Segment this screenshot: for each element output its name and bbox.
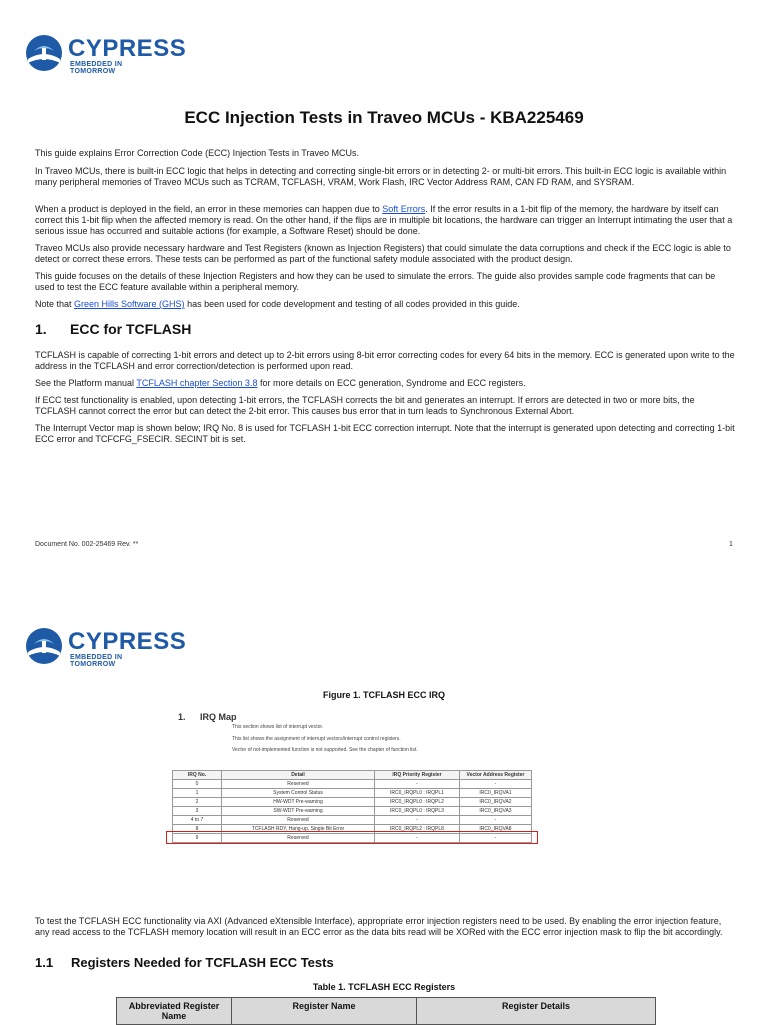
table-cell: - (375, 816, 460, 825)
table-cell: - (460, 780, 532, 789)
register-col-header: Register Name (232, 998, 417, 1025)
table-cell: System Control Status (222, 789, 375, 798)
document-title: ECC Injection Tests in Traveo MCUs - KBA225469 (184, 108, 584, 127)
logo-tagline: EMBEDDED IN TOMORROW (70, 61, 123, 75)
section-1-1-heading: 1.1 Registers Needed for TCFLASH ECC Tests (35, 955, 334, 970)
irq-map-description-1: This section shows list of interrupt vector. (232, 724, 324, 730)
tcflash-ecc-registers-table (116, 997, 656, 1025)
register-col-header: Abbreviated Register Name (117, 998, 232, 1025)
footer-document-number: Document No. 002-25469 Rev. ** (35, 541, 139, 548)
table-cell: Reserved (222, 816, 375, 825)
green-hills-link[interactable]: Green Hills Software (GHS) (74, 299, 185, 309)
table-cell: IRC0_IRQVA3 (460, 807, 532, 816)
table-cell: 1 (173, 789, 222, 798)
table-cell: TCFLASH RDY, Hang-up, Single Bit Error (222, 825, 375, 834)
intro-paragraph-2: In Traveo MCUs, there is built-in ECC logic that helps in detecting and correcting single-bit errors or in detecting 2- or multi-bit errors. This built-in ECC logic is available within many peripheral memories of Traveo MCUs such as TCRAM, TCFLASH, VRAM, Work Flash, IRC Vector Address RAM, CAN FD RAM, and SYSRAM. (35, 166, 727, 187)
figure-caption: Figure 1. TCFLASH ECC IRQ (322, 690, 445, 700)
table-cell: - (460, 834, 532, 843)
cypress-logo-page-2 (24, 626, 187, 668)
table-cell: 4 to 7 (173, 816, 222, 825)
irq-col-header: Vector Address Register (460, 771, 532, 780)
irq-col-header: IRQ Priority Register (375, 771, 460, 780)
section-1-heading: 1. ECC for TCFLASH (35, 321, 192, 337)
table-row (173, 780, 532, 789)
table-cell: Reserved (222, 834, 375, 843)
table-cell: IRC0_IRQPL2 : IRQPL8 (375, 825, 460, 834)
axi-paragraph: To test the TCFLASH ECC functionality via AXI (Advanced eXtensible Interface), appropriate error injection registers need to be used. By enabling the error injection feature, any read access to the TCFLASH memory location will result in an ECC error as the data bits read will be XORed with the ECC error injection mask to flip the bit accordingly. (35, 916, 723, 937)
logo-tagline: EMBEDDED IN TOMORROW (70, 654, 123, 668)
irq-map-description-3: Vector of not-implemented function is not supported. See the chapter of function list. (232, 747, 418, 753)
intro-paragraph-6: Note that Green Hills Software (GHS) has been used for code development and testing of all codes provided in this guide. (35, 299, 520, 309)
tcflash-paragraph-1: TCFLASH is capable of correcting 1-bit errors and detect up to 2-bit errors using 8-bit error correcting codes for every 64 bits in the memory. ECC is generated upon write to the address in the TCFLASH and error correction/detection is performed upon read. (35, 350, 735, 371)
table-row (173, 807, 532, 816)
table-cell: IRC0_IRQVA2 (460, 798, 532, 807)
cypress-logo (24, 33, 187, 75)
intro-paragraph-4: Traveo MCUs also provide necessary hardware and Test Registers (known as Injection Registers) that could simulate the data corruptions and check if the ECC logic is able to detect or correct these errors. These tests can be performed as part of the functional safety module associated with the product design. (35, 243, 731, 264)
cypress-tree-icon (24, 626, 64, 666)
intro-paragraph-1: This guide explains Error Correction Code (ECC) Injection Tests in Traveo MCUs. (35, 148, 359, 158)
intro-paragraph-5: This guide focuses on the details of these Injection Registers and how they can be used to simulate the errors. The guide also provides sample code fragments that can be used to test the ECC feature available within a peripheral memory. (35, 271, 716, 292)
table-row (173, 816, 532, 825)
table-cell: - (375, 780, 460, 789)
table-caption: Table 1. TCFLASH ECC Registers (312, 982, 456, 992)
table-cell: IRC0_IRQVA1 (460, 789, 532, 798)
cypress-tree-icon (24, 33, 64, 73)
logo-wordmark: CYPRESS (68, 628, 187, 655)
tcflash-paragraph-2: See the Platform manual TCFLASH chapter Section 3.8 for more details on ECC generation, Syndrome and ECC registers. (35, 378, 526, 388)
tcflash-paragraph-3: If ECC test functionality is enabled, upon detecting 1-bit errors, the TCFLASH corrects the bit and generates an interrupt. If errors are detected in two or more bits, the TCFLASH cannot correct the error but can detect the 2-bit error. This causes bus error that in turn leads to Synchronous External Abort. (35, 395, 695, 416)
logo-wordmark: CYPRESS (68, 35, 187, 62)
table-cell: 3 (173, 807, 222, 816)
irq-col-header: IRQ No. (173, 771, 222, 780)
irq-map-heading: 1. IRQ Map (178, 712, 237, 722)
table-cell: Reserved (222, 780, 375, 789)
table-cell: 0 (173, 780, 222, 789)
irq-8-highlight-box (166, 831, 538, 844)
table-cell: 9 (173, 834, 222, 843)
irq-map-figure (170, 706, 550, 856)
table-cell: IRC0_IRQPL0 : IRQPL2 (375, 798, 460, 807)
table-row (173, 789, 532, 798)
table-cell: HW-WDT Pre-warning (222, 798, 375, 807)
tcflash-chapter-link[interactable]: TCFLASH chapter Section 3.8 (136, 378, 258, 388)
table-cell: - (460, 816, 532, 825)
table-cell: IRC0_IRQVA8 (460, 825, 532, 834)
irq-map-description-2: This list shows the assignment of interrupt vectors/interrupt control registers. (232, 736, 401, 742)
soft-errors-link[interactable]: Soft Errors (382, 204, 426, 214)
tcflash-paragraph-4: The Interrupt Vector map is shown below; IRQ No. 8 is used for TCFLASH 1-bit ECC correction interrupt. Note that the interrupt is generated upon detecting and correcting 1-bit ECC error and TCFCFG_FSECIR. SECINT bit is set. (35, 423, 735, 444)
table-cell: IRC0_IRQPL0 : IRQPL1 (375, 789, 460, 798)
table-cell: 2 (173, 798, 222, 807)
table-cell: 8 (173, 825, 222, 834)
irq-col-header: Detail (222, 771, 375, 780)
table-cell: SW-WDT Pre-warning (222, 807, 375, 816)
irq-table-header-row (173, 771, 532, 780)
table-cell: - (375, 834, 460, 843)
registers-header-row (117, 998, 656, 1025)
table-row (173, 798, 532, 807)
register-col-header: Register Details (417, 998, 656, 1025)
intro-paragraph-3: When a product is deployed in the field, an error in these memories can happen due to Soft Errors. If the error results in a 1-bit flip of the memory, the hardware by itself can correct this 1-bit flip when the affected memory is read. On the other hand, if the flips are in multiple bit locations, the hardware can trigger an Interrupt intimating the user that a serious issue has occurred and suitable actions (for example, a Software Reset) should be done. (35, 204, 733, 236)
table-cell: IRC0_IRQPL0 : IRQPL3 (375, 807, 460, 816)
footer-page-number: 1 (729, 541, 733, 548)
